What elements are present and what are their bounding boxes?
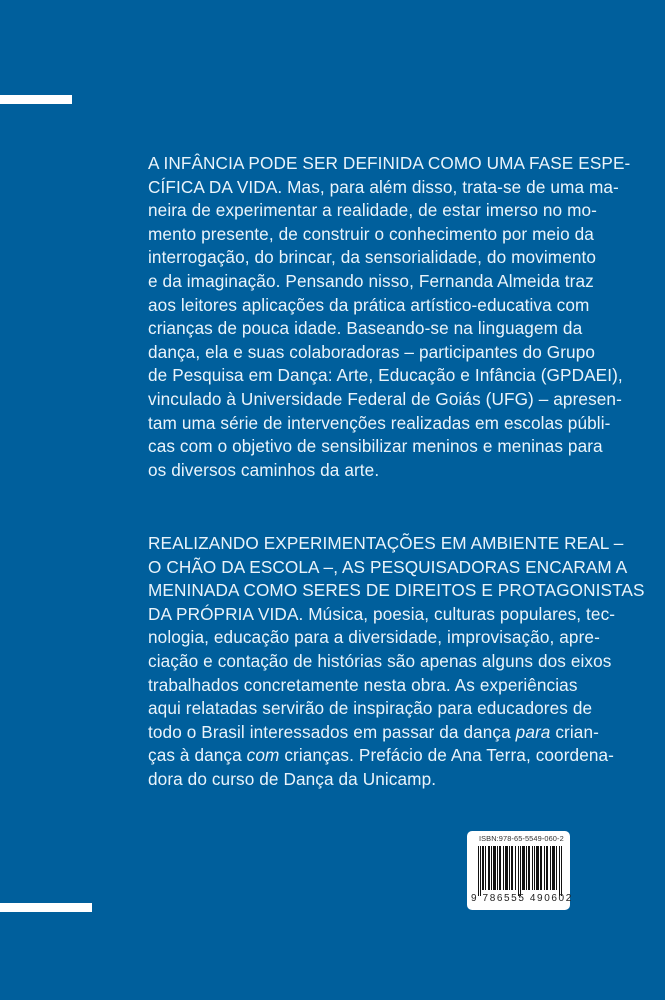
text-line: cas com o objetivo de sensibilizar meninos e meninas para bbox=[148, 436, 603, 457]
isbn-barcode bbox=[467, 831, 573, 910]
text-line: crianças de pouca idade. Baseando-se na linguagem da bbox=[148, 318, 583, 339]
italic-word: com bbox=[246, 745, 280, 766]
ean-digits: 9 786555 490602 bbox=[471, 893, 573, 904]
text-line: CÍFICA DA VIDA. Mas, para além disso, trata-se de uma ma- bbox=[148, 176, 619, 197]
text-line: dora do curso de Dança da Unicamp. bbox=[148, 768, 437, 789]
barcode-bars-icon bbox=[478, 846, 564, 896]
isbn-label: ISBN:978-65-5549-060-2 bbox=[479, 834, 564, 843]
text-line: trabalhados concretamente nesta obra. As experiências bbox=[148, 674, 578, 695]
text-line: interrogação, do brincar, da sensorialidade, do movimento bbox=[148, 247, 597, 268]
text-line: A INFÂNCIA PODE SER DEFINIDA COMO UMA FASE ESPE- bbox=[148, 153, 631, 173]
text-line: aqui relatadas servirão de inspiração para educadores de bbox=[148, 698, 593, 719]
text-line: e da imaginação. Pensando nisso, Fernanda Almeida traz bbox=[148, 270, 594, 291]
text-line-with-italic bbox=[148, 721, 599, 745]
text-line: os diversos caminhos da arte. bbox=[148, 459, 380, 480]
text-line: ciação e contação de histórias são apenas alguns dos eixos bbox=[148, 650, 612, 671]
text-segment: todo o Brasil interessados em passar da dança bbox=[148, 721, 516, 742]
text-line: nologia, educação para a diversidade, improvisação, apre- bbox=[148, 627, 600, 648]
text-line: DA PRÓPRIA VIDA. Música, poesia, culturas populares, tec- bbox=[148, 603, 616, 624]
top-accent-bar bbox=[0, 95, 72, 104]
text-line-with-italic bbox=[148, 744, 614, 768]
synopsis-paragraph-2 bbox=[148, 532, 645, 792]
text-line: de Pesquisa em Dança: Arte, Educação e Infância (GPDAEI), bbox=[148, 365, 623, 386]
text-line: neira de experimentar a realidade, de estar imerso no mo- bbox=[148, 200, 597, 221]
text-line: tam uma série de intervenções realizadas em escolas públi- bbox=[148, 412, 611, 433]
text-line: REALIZANDO EXPERIMENTAÇÕES EM AMBIENTE REAL – bbox=[148, 533, 624, 553]
text-line: vinculado à Universidade Federal de Goiás (UFG) – apresen- bbox=[148, 388, 622, 409]
text-segment: ças à dança bbox=[148, 745, 247, 766]
text-segment: crian- bbox=[550, 721, 599, 742]
bottom-accent-bar bbox=[0, 903, 92, 912]
text-segment: crianças. Prefácio de Ana Terra, coordena- bbox=[279, 745, 614, 766]
text-line: O CHÃO DA ESCOLA –, AS PESQUISADORAS ENCARAM A bbox=[148, 556, 628, 577]
synopsis-paragraph-1 bbox=[148, 152, 631, 482]
text-line: dança, ela e suas colaboradoras – participantes do Grupo bbox=[148, 341, 596, 362]
text-line: MENINADA COMO SERES DE DIREITOS E PROTAGONISTAS bbox=[148, 580, 645, 601]
italic-word: para bbox=[515, 721, 551, 742]
text-line: aos leitores aplicações da prática artístico-educativa com bbox=[148, 294, 590, 315]
text-line: mento presente, de construir o conhecimento por meio da bbox=[148, 223, 594, 244]
